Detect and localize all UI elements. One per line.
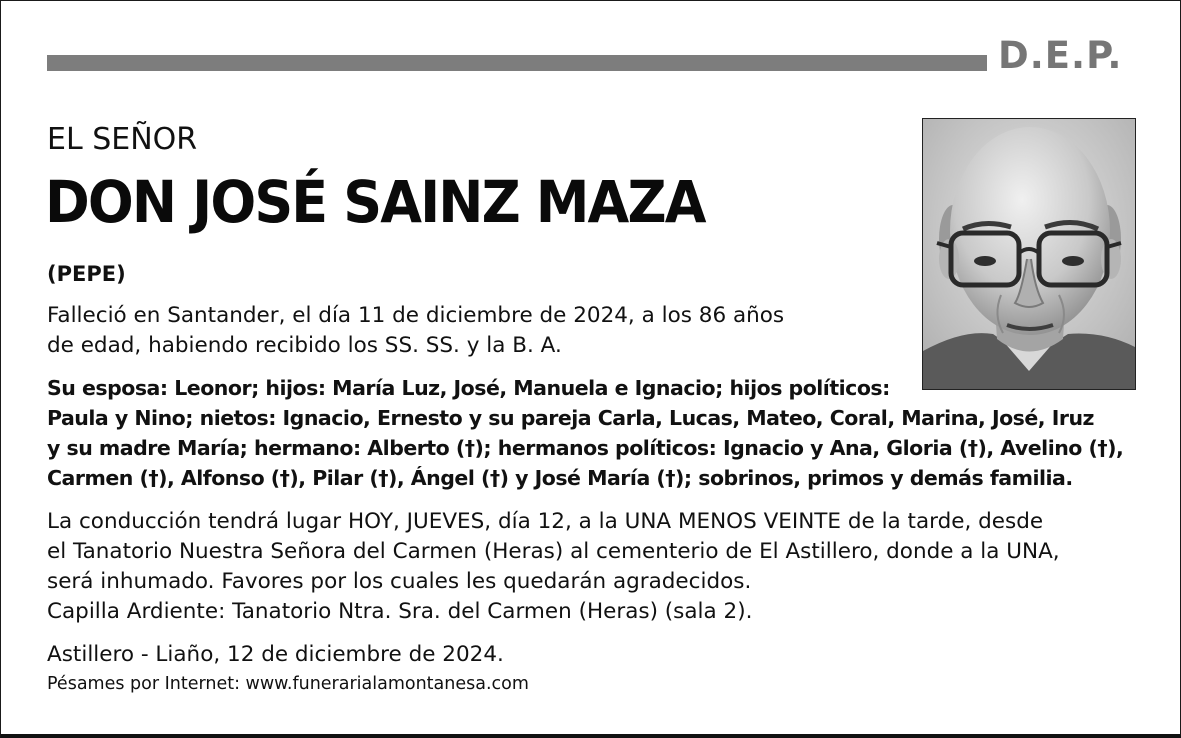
death-line: de edad, habiendo recibido los SS. SS. y la B. A.: [47, 333, 562, 358]
portrait-icon: [923, 119, 1135, 389]
dep-badge: D.E.P.: [998, 34, 1123, 77]
nickname: (PEPE): [47, 262, 126, 286]
family-list: [47, 373, 1123, 493]
place-date: Astillero - Liaño, 12 de diciembre de 2024.: [47, 642, 504, 667]
header-rule: [47, 55, 987, 71]
funeral-details: [47, 507, 1060, 627]
condolences-website: Pésames por Internet: www.funerarialamontanesa.com: [47, 674, 529, 694]
death-line: Falleció en Santander, el día 11 de diciembre de 2024, a los 86 años: [47, 303, 785, 328]
portrait-photo: [922, 118, 1136, 390]
funeral-line: será inhumado. Favores por los cuales les quedarán agradecidos.: [47, 569, 752, 594]
family-line: Paula y Nino; nietos: Ignacio, Ernesto y su pareja Carla, Lucas, Mateo, Coral, Marina, José, Iruz: [47, 406, 1094, 430]
death-notice: [47, 301, 784, 361]
deceased-name: DON JOSÉ SAINZ MAZA: [45, 168, 705, 236]
family-line: y su madre María; hermano: Alberto (†); hermanos políticos: Ignacio y Ana, Gloria (†), Avelino (†),: [47, 436, 1124, 460]
family-line: Carmen (†), Alfonso (†), Pilar (†), Ángel (†) y José María (†); sobrinos, primos y demás familia.: [47, 466, 1073, 490]
funeral-line: el Tanatorio Nuestra Señora del Carmen (Heras) al cementerio de El Astillero, donde a la UNA,: [47, 539, 1060, 564]
funeral-line: Capilla Ardiente: Tanatorio Ntra. Sra. del Carmen (Heras) (sala 2).: [47, 599, 753, 624]
pre-title: EL SEÑOR: [47, 122, 198, 157]
family-line: Su esposa: Leonor; hijos: María Luz, José, Manuela e Ignacio; hijos políticos:: [47, 376, 890, 400]
funeral-line: La conducción tendrá lugar HOY, JUEVES, día 12, a la UNA MENOS VEINTE de la tarde, desde: [47, 509, 1044, 534]
